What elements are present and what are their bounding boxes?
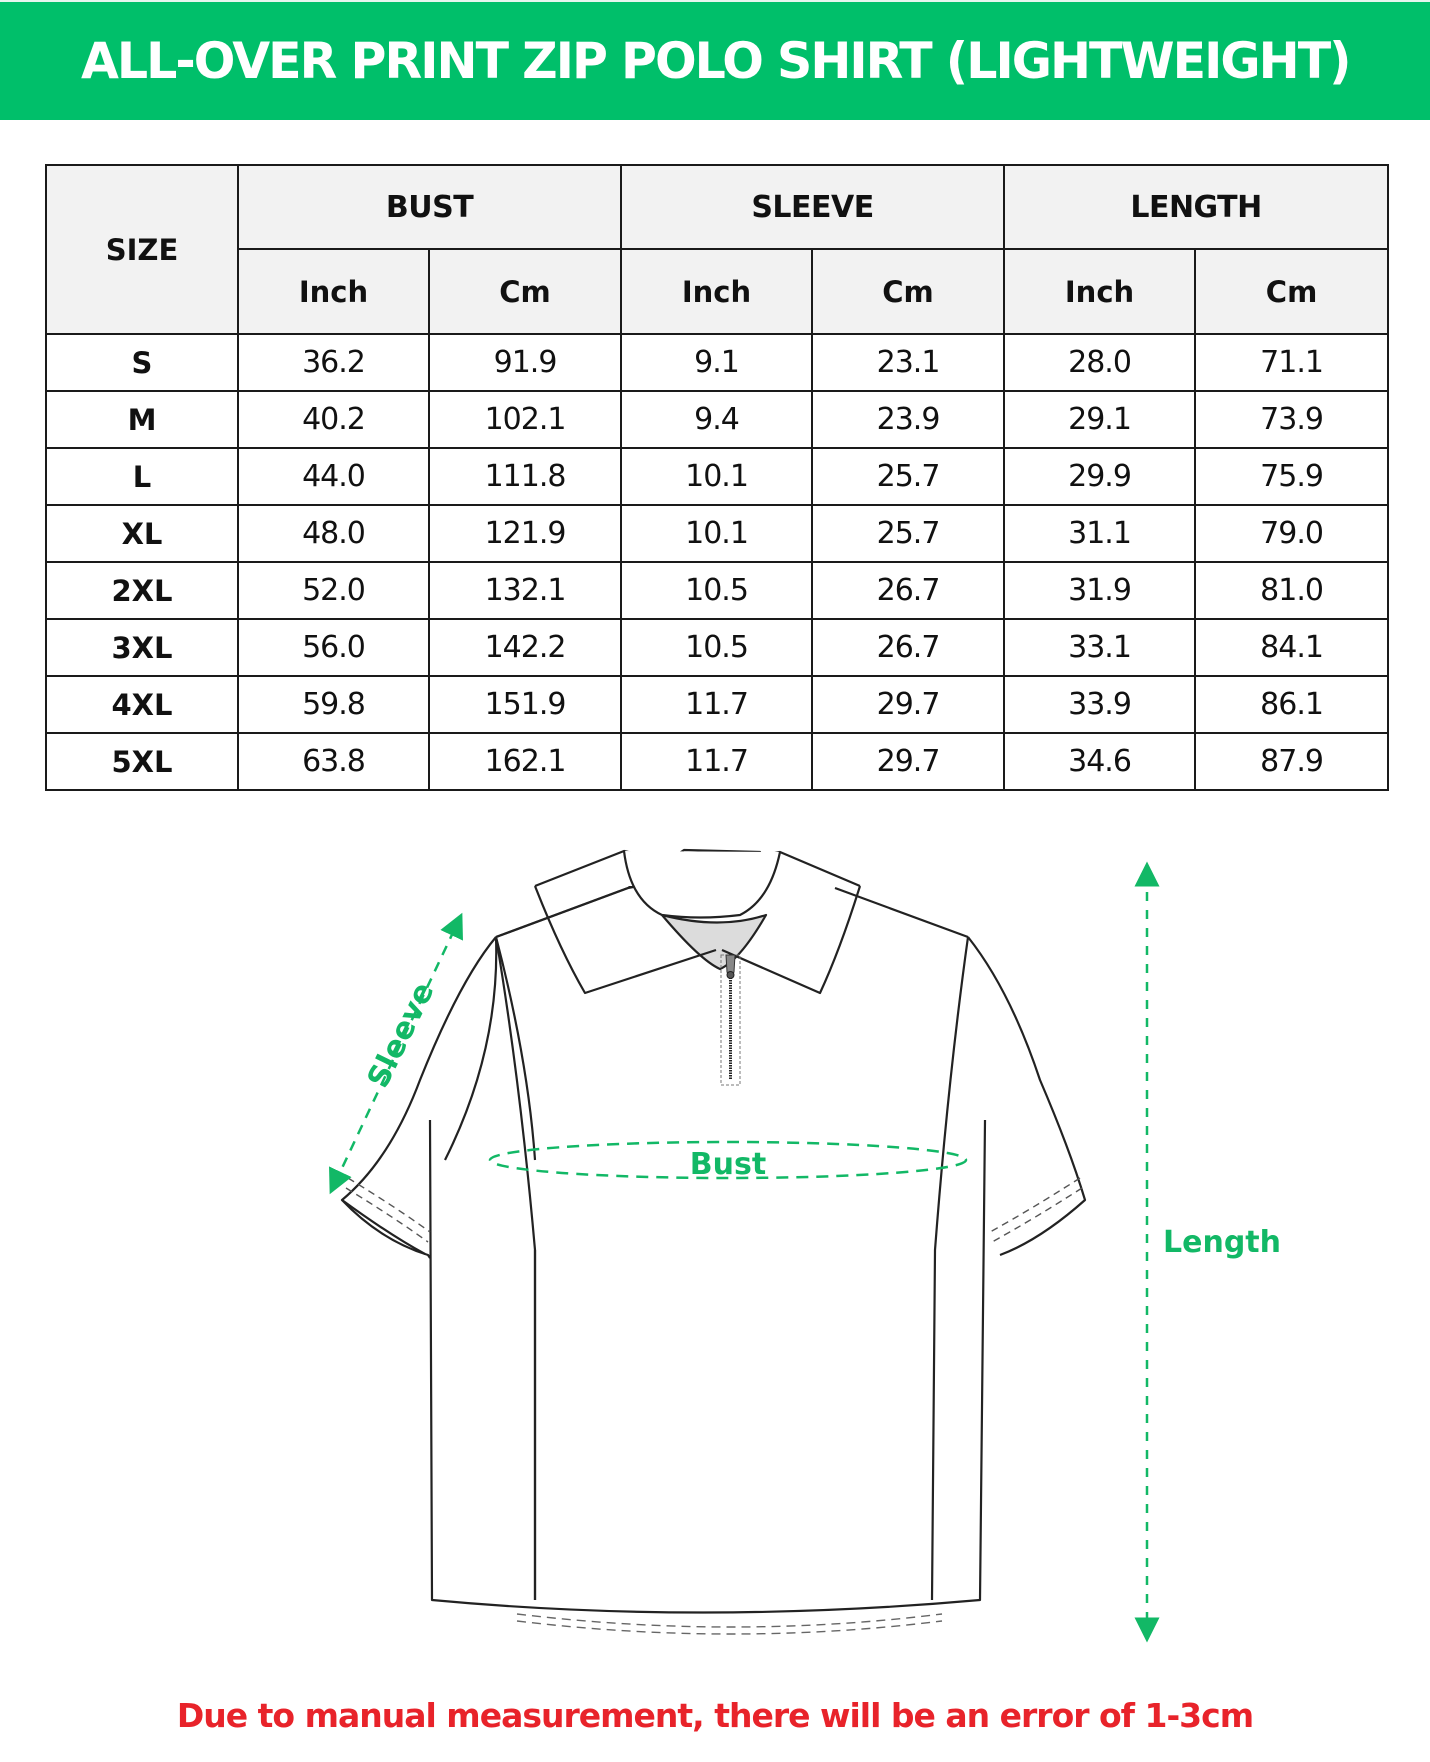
bust-inch-cell: 59.8 bbox=[238, 676, 429, 733]
bust-inch-header: Inch bbox=[238, 249, 429, 334]
length-inch-cell: 31.9 bbox=[1004, 562, 1195, 619]
length-cm-header: Cm bbox=[1195, 249, 1388, 334]
size-cell: 5XL bbox=[46, 733, 238, 790]
length-cm-cell: 87.9 bbox=[1195, 733, 1388, 790]
bust-cm-cell: 102.1 bbox=[429, 391, 621, 448]
bust-cm-cell: 151.9 bbox=[429, 676, 621, 733]
size-cell: L bbox=[46, 448, 238, 505]
size-cell: XL bbox=[46, 505, 238, 562]
shirt-measurement-diagram bbox=[0, 800, 1430, 1680]
bottom-hem-stitch bbox=[517, 1614, 942, 1634]
page-title: ALL-OVER PRINT ZIP POLO SHIRT (LIGHTWEIGHT) bbox=[80, 32, 1350, 90]
length-inch-cell: 28.0 bbox=[1004, 334, 1195, 391]
bust-cm-cell: 121.9 bbox=[429, 505, 621, 562]
length-cm-cell: 73.9 bbox=[1195, 391, 1388, 448]
sleeve-inch-cell: 9.4 bbox=[621, 391, 812, 448]
zipper-icon bbox=[721, 955, 740, 1085]
table-row bbox=[46, 391, 1388, 448]
table-row bbox=[46, 505, 1388, 562]
sleeve-inch-cell: 10.5 bbox=[621, 562, 812, 619]
length-cm-cell: 79.0 bbox=[1195, 505, 1388, 562]
sleeve-cm-cell: 25.7 bbox=[812, 505, 1004, 562]
bust-inch-cell: 63.8 bbox=[238, 733, 429, 790]
sleeve-label: Sleeve bbox=[360, 977, 442, 1094]
size-cell: 3XL bbox=[46, 619, 238, 676]
length-cm-cell: 81.0 bbox=[1195, 562, 1388, 619]
bust-group-header: BUST bbox=[238, 165, 621, 249]
length-inch-cell: 33.1 bbox=[1004, 619, 1195, 676]
sleeve-inch-cell: 11.7 bbox=[621, 733, 812, 790]
bust-inch-cell: 36.2 bbox=[238, 334, 429, 391]
bust-inch-cell: 48.0 bbox=[238, 505, 429, 562]
bust-cm-header: Cm bbox=[429, 249, 621, 334]
bust-inch-cell: 44.0 bbox=[238, 448, 429, 505]
size-chart-table bbox=[45, 164, 1389, 791]
length-label: Length bbox=[1163, 1225, 1281, 1260]
table-row bbox=[46, 562, 1388, 619]
sleeve-cm-cell: 29.7 bbox=[812, 676, 1004, 733]
length-inch-cell: 29.9 bbox=[1004, 448, 1195, 505]
bust-cm-cell: 142.2 bbox=[429, 619, 621, 676]
sleeve-inch-cell: 10.1 bbox=[621, 505, 812, 562]
sleeve-cm-cell: 23.1 bbox=[812, 334, 1004, 391]
size-cell: 4XL bbox=[46, 676, 238, 733]
table-row bbox=[46, 619, 1388, 676]
length-cm-cell: 71.1 bbox=[1195, 334, 1388, 391]
sleeve-cm-cell: 25.7 bbox=[812, 448, 1004, 505]
bust-cm-cell: 162.1 bbox=[429, 733, 621, 790]
size-cell: 2XL bbox=[46, 562, 238, 619]
length-cm-cell: 86.1 bbox=[1195, 676, 1388, 733]
bust-cm-cell: 132.1 bbox=[429, 562, 621, 619]
length-inch-header: Inch bbox=[1004, 249, 1195, 334]
table-header-row-units bbox=[46, 249, 1388, 334]
size-column-header: SIZE bbox=[46, 165, 238, 334]
bust-cm-cell: 91.9 bbox=[429, 334, 621, 391]
sleeve-cm-cell: 29.7 bbox=[812, 733, 1004, 790]
table-row bbox=[46, 334, 1388, 391]
length-cm-cell: 84.1 bbox=[1195, 619, 1388, 676]
sleeve-inch-cell: 11.7 bbox=[621, 676, 812, 733]
length-inch-cell: 29.1 bbox=[1004, 391, 1195, 448]
length-cm-cell: 75.9 bbox=[1195, 448, 1388, 505]
sleeve-cm-cell: 26.7 bbox=[812, 562, 1004, 619]
polo-shirt-outline-icon bbox=[342, 850, 1085, 1613]
sleeve-inch-header: Inch bbox=[621, 249, 812, 334]
bust-inch-cell: 56.0 bbox=[238, 619, 429, 676]
measurement-disclaimer: Due to manual measurement, there will be an error of 1-3cm bbox=[176, 1696, 1254, 1735]
length-inch-cell: 34.6 bbox=[1004, 733, 1195, 790]
length-inch-cell: 31.1 bbox=[1004, 505, 1195, 562]
length-inch-cell: 33.9 bbox=[1004, 676, 1195, 733]
size-cell: M bbox=[46, 391, 238, 448]
sleeve-group-header: SLEEVE bbox=[621, 165, 1004, 249]
sleeve-cm-header: Cm bbox=[812, 249, 1004, 334]
bust-label: Bust bbox=[689, 1147, 767, 1182]
bust-cm-cell: 111.8 bbox=[429, 448, 621, 505]
table-header-row-groups bbox=[46, 165, 1388, 249]
table-row bbox=[46, 676, 1388, 733]
sleeve-cm-cell: 26.7 bbox=[812, 619, 1004, 676]
sleeve-inch-cell: 10.1 bbox=[621, 448, 812, 505]
bust-inch-cell: 40.2 bbox=[238, 391, 429, 448]
length-group-header: LENGTH bbox=[1004, 165, 1388, 249]
table-row bbox=[46, 448, 1388, 505]
bust-inch-cell: 52.0 bbox=[238, 562, 429, 619]
sleeve-inch-cell: 9.1 bbox=[621, 334, 812, 391]
table-row bbox=[46, 733, 1388, 790]
size-cell: S bbox=[46, 334, 238, 391]
sleeve-hem-stitch-right bbox=[990, 1178, 1082, 1242]
sleeve-inch-cell: 10.5 bbox=[621, 619, 812, 676]
sleeve-cm-cell: 23.9 bbox=[812, 391, 1004, 448]
title-banner bbox=[0, 0, 1430, 120]
